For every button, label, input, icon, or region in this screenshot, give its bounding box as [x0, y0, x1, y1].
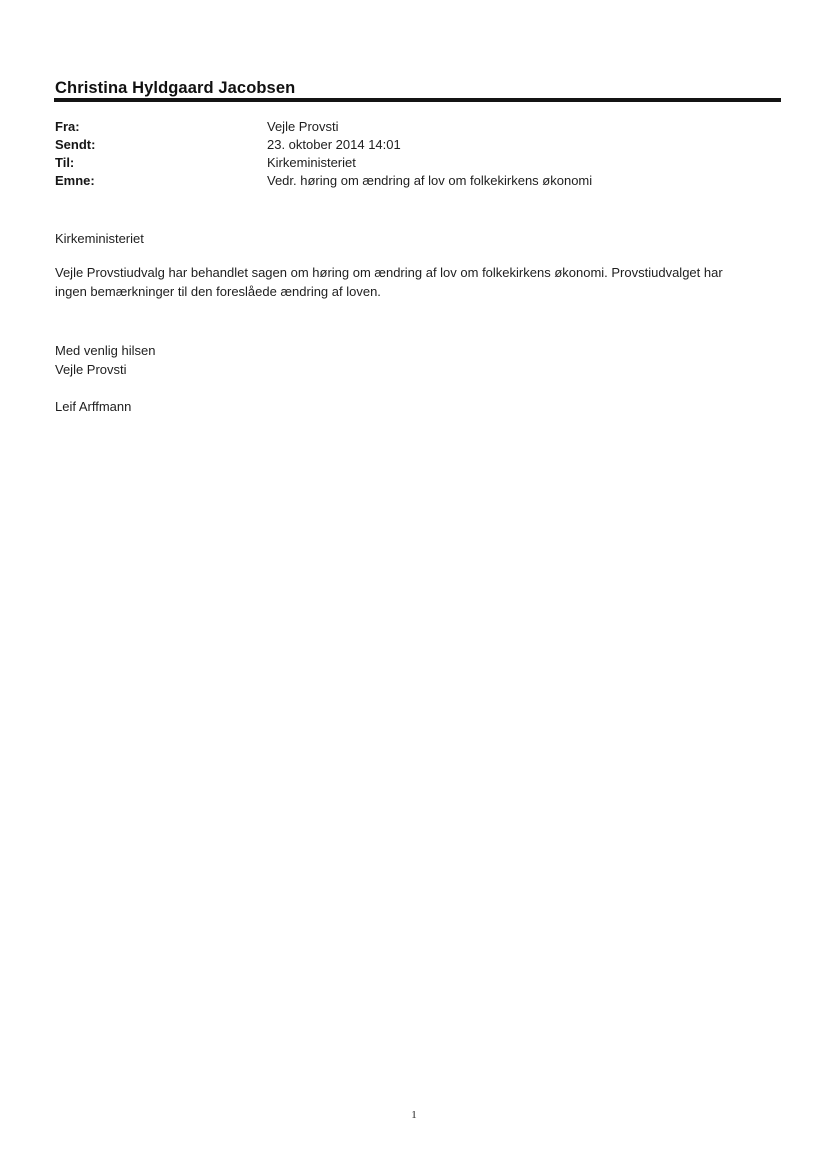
email-body-paragraph	[55, 263, 785, 301]
email-closing	[55, 341, 155, 379]
body-line-1: Vejle Provstiudvalg har behandlet sagen om høring om ændring af lov om folkekirkens økonomi. Provstiudvalget har	[55, 265, 723, 280]
from-label: Fra:	[55, 119, 80, 134]
sent-row	[55, 136, 592, 154]
header-divider	[54, 98, 781, 102]
page-number: 1	[411, 1109, 417, 1121]
closing-line-2: Vejle Provsti	[55, 362, 127, 377]
mailbox-owner-name: Christina Hyldgaard Jacobsen	[55, 79, 296, 97]
email-signature: Leif Arffmann	[55, 399, 132, 414]
to-row	[55, 154, 592, 172]
email-header-fields	[55, 118, 592, 190]
subject-label: Emne:	[55, 173, 95, 188]
body-line-2: ingen bemærkninger til den foreslåede ændring af loven.	[55, 284, 381, 299]
from-row	[55, 118, 592, 136]
email-greeting: Kirkeministeriet	[55, 231, 144, 246]
subject-row	[55, 172, 592, 190]
to-value: Kirkeministeriet	[267, 155, 356, 170]
subject-value: Vedr. høring om ændring af lov om folkekirkens økonomi	[267, 173, 593, 188]
to-label: Til:	[55, 155, 75, 170]
sent-value: 23. oktober 2014 14:01	[267, 137, 401, 152]
from-value: Vejle Provsti	[267, 119, 339, 134]
sent-label: Sendt:	[55, 137, 96, 152]
closing-line-1: Med venlig hilsen	[55, 343, 156, 358]
